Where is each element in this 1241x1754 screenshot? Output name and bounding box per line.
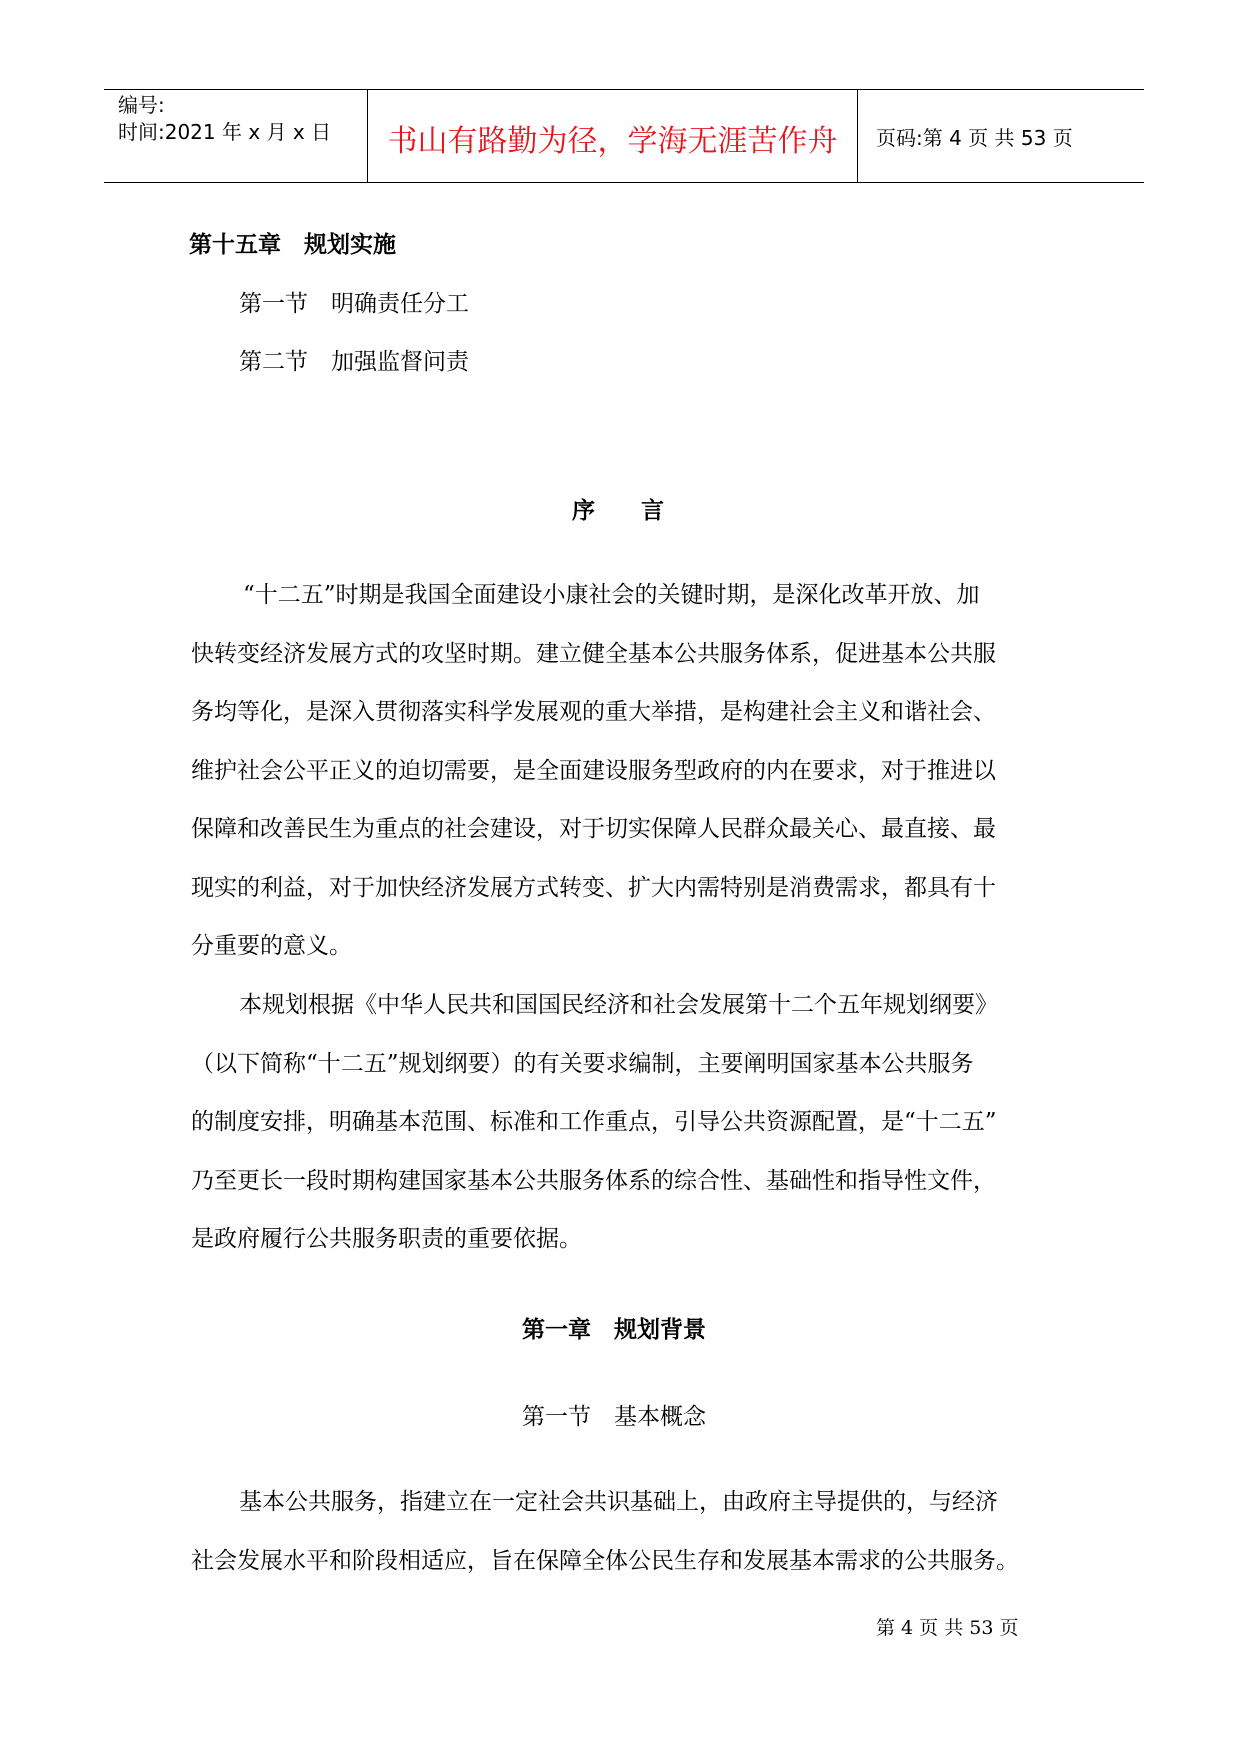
paragraph-line: “十二五”时期是我国全面建设小康社会的关键时期，是深化改革开放、加	[243, 582, 980, 608]
preface-title: 序 言	[572, 498, 664, 524]
toc-ch15-section-1: 第一节 明确责任分工	[239, 291, 469, 317]
chapter-1-paragraph-1	[191, 1473, 1071, 1590]
paragraph-line: 社会发展水平和阶段相适应，旨在保障全体公民生存和发展基本需求的公共服务。	[191, 1547, 1019, 1574]
preface-paragraph-1	[191, 566, 1071, 976]
paragraph-line: 分重要的意义。	[191, 933, 352, 959]
time-label: 时间:2021 年 x 月 x 日	[118, 120, 332, 144]
header-motto-cell	[368, 90, 858, 182]
paragraph-line: （以下简称“十二五”规划纲要）的有关要求编制，主要阐明国家基本公共服务	[191, 1050, 974, 1077]
paragraph-line: 保障和改善民生为重点的社会建设，对于切实保障人民群众最关心、最直接、最	[191, 816, 996, 842]
paragraph-line: 基本公共服务，指建立在一定社会共识基础上，由政府主导提供的，与经济	[239, 1489, 998, 1515]
toc-chapter-15: 第十五章 规划实施	[189, 232, 396, 258]
paragraph-line: 乃至更长一段时期构建国家基本公共服务体系的综合性、基础性和指导性文件，	[191, 1167, 996, 1194]
paragraph-line: 是政府履行公共服务职责的重要依据。	[191, 1226, 582, 1252]
header-page-label: 页码:第 4 页 共 53 页	[876, 125, 1073, 150]
preface-paragraph-2	[191, 976, 1071, 1269]
chapter-1-section-1: 第一节 基本概念	[522, 1404, 706, 1430]
toc-ch15-section-2: 第二节 加强监督问责	[239, 349, 469, 375]
page-footer: 第 4 页 共 53 页	[876, 1617, 1019, 1639]
serial-label: 编号:	[118, 93, 165, 117]
paragraph-line: 快转变经济发展方式的攻坚时期。建立健全基本公共服务体系，促进基本公共服	[191, 640, 996, 667]
paragraph-line: 务均等化，是深入贯彻落实科学发展观的重大举措，是构建社会主义和谐社会、	[191, 699, 996, 725]
paragraph-line: 维护社会公平正义的迫切需要，是全面建设服务型政府的内在要求，对于推进以	[191, 757, 996, 784]
header-page-cell	[858, 90, 1144, 182]
paragraph-line: 本规划根据《中华人民共和国国民经济和社会发展第十二个五年规划纲要》	[239, 992, 998, 1018]
paragraph-line: 现实的利益，对于加快经济发展方式转变、扩大内需特别是消费需求，都具有十	[191, 874, 996, 901]
paragraph-line: 的制度安排，明确基本范围、标准和工作重点，引导公共资源配置，是“十二五”	[191, 1109, 997, 1135]
page-header	[104, 89, 1144, 183]
motto-text: 书山有路勤为径，学海无涯苦作舟	[387, 124, 838, 159]
chapter-1-title: 第一章 规划背景	[522, 1317, 706, 1343]
header-meta-cell	[104, 90, 368, 182]
